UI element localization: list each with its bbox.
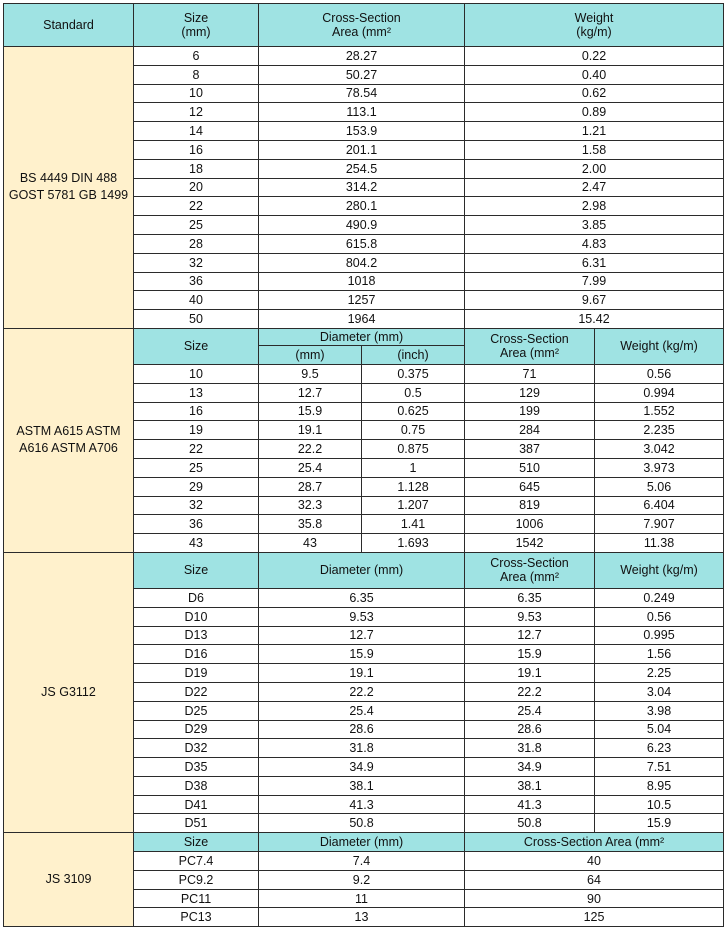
weight-cell: 5.06 <box>595 477 724 496</box>
size-cell: 18 <box>134 159 259 178</box>
size-header: Size <box>134 552 259 588</box>
diameter-mm-cell: 15.9 <box>259 402 362 421</box>
diameter-cell: 38.1 <box>259 776 465 795</box>
weight-cell: 0.40 <box>465 65 724 84</box>
area-cell: 25.4 <box>465 701 595 720</box>
rebar-spec-table <box>3 3 724 927</box>
size-cell: 20 <box>134 178 259 197</box>
area-cell: 12.7 <box>465 626 595 645</box>
weight-cell: 2.235 <box>595 421 724 440</box>
diameter-mm-cell: 22.2 <box>259 440 362 459</box>
area-cell: 284 <box>465 421 595 440</box>
diameter-cell: 7.4 <box>259 852 465 871</box>
weight-cell: 15.9 <box>595 814 724 833</box>
diameter-cell: 28.6 <box>259 720 465 739</box>
size-cell: 32 <box>134 496 259 515</box>
diameter-cell: 15.9 <box>259 645 465 664</box>
area-cell: 1257 <box>259 291 465 310</box>
weight-cell: 11.38 <box>595 534 724 553</box>
diameter-header: Diameter (mm) <box>259 328 465 345</box>
area-cell: 1542 <box>465 534 595 553</box>
weight-cell: 1.56 <box>595 645 724 664</box>
size-cell: 32 <box>134 253 259 272</box>
diameter-inch-cell: 0.375 <box>362 364 465 383</box>
table-row <box>4 552 724 588</box>
area-cell: 804.2 <box>259 253 465 272</box>
size-cell: 14 <box>134 122 259 141</box>
area-cell: 645 <box>465 477 595 496</box>
weight-cell: 0.56 <box>595 607 724 626</box>
area-header <box>465 552 595 588</box>
size-header <box>134 4 259 47</box>
size-cell: PC7.4 <box>134 852 259 871</box>
size-cell: D32 <box>134 739 259 758</box>
area-cell: 125 <box>465 908 724 927</box>
diameter-cell: 41.3 <box>259 795 465 814</box>
diameter-inch-cell: 1.207 <box>362 496 465 515</box>
size-cell: 12 <box>134 103 259 122</box>
size-header: Size <box>134 833 259 852</box>
size-cell: 16 <box>134 140 259 159</box>
diameter-mm-cell: 32.3 <box>259 496 362 515</box>
table-row <box>4 833 724 852</box>
diameter-cell: 31.8 <box>259 739 465 758</box>
weight-cell: 15.42 <box>465 310 724 329</box>
area-header-unit: Area (mm² <box>331 25 392 39</box>
weight-cell: 3.973 <box>595 458 724 477</box>
area-cell: 1018 <box>259 272 465 291</box>
diameter-mm-cell: 25.4 <box>259 458 362 477</box>
size-cell: 29 <box>134 477 259 496</box>
diameter-inch-cell: 0.75 <box>362 421 465 440</box>
size-cell: 6 <box>134 47 259 66</box>
weight-cell: 1.58 <box>465 140 724 159</box>
size-cell: PC9.2 <box>134 870 259 889</box>
area-cell: 819 <box>465 496 595 515</box>
diameter-mm-cell: 43 <box>259 534 362 553</box>
size-cell: 10 <box>134 84 259 103</box>
diameter-cell: 9.53 <box>259 607 465 626</box>
area-cell: 201.1 <box>259 140 465 159</box>
size-header-label: Size <box>183 11 209 25</box>
size-cell: D19 <box>134 664 259 683</box>
diameter-cell: 6.35 <box>259 588 465 607</box>
standard-astm: ASTM A615 ASTM A616 ASTM A706 <box>4 328 134 552</box>
area-cell: 38.1 <box>465 776 595 795</box>
area-cell: 113.1 <box>259 103 465 122</box>
weight-cell: 3.042 <box>595 440 724 459</box>
weight-cell: 0.89 <box>465 103 724 122</box>
area-cell: 1006 <box>465 515 595 534</box>
weight-cell: 9.67 <box>465 291 724 310</box>
size-cell: 16 <box>134 402 259 421</box>
weight-cell: 2.25 <box>595 664 724 683</box>
weight-cell: 3.04 <box>595 682 724 701</box>
table-row <box>4 4 724 47</box>
area-cell: 50.8 <box>465 814 595 833</box>
area-header-label: Cross-Section <box>490 332 569 347</box>
weight-header-label: Weight <box>574 11 614 25</box>
weight-cell: 0.994 <box>595 383 724 402</box>
size-cell: 28 <box>134 234 259 253</box>
area-header: Cross-Section Area (mm² <box>465 833 724 852</box>
weight-cell: 4.83 <box>465 234 724 253</box>
diameter-cell: 22.2 <box>259 682 465 701</box>
diameter-mm-cell: 28.7 <box>259 477 362 496</box>
weight-cell: 2.00 <box>465 159 724 178</box>
standard-jis-3109: JS 3109 <box>4 833 134 927</box>
area-cell: 41.3 <box>465 795 595 814</box>
size-cell: 36 <box>134 515 259 534</box>
diameter-mm-cell: 35.8 <box>259 515 362 534</box>
table-row <box>4 47 724 66</box>
size-cell: 22 <box>134 440 259 459</box>
weight-cell: 0.22 <box>465 47 724 66</box>
diameter-cell: 19.1 <box>259 664 465 683</box>
size-cell: 19 <box>134 421 259 440</box>
area-cell: 31.8 <box>465 739 595 758</box>
area-cell: 22.2 <box>465 682 595 701</box>
diameter-inch-header: (inch) <box>362 345 465 364</box>
area-header-unit: Area (mm² <box>499 570 560 585</box>
size-header-unit: (mm) <box>181 25 211 39</box>
diameter-cell: 13 <box>259 908 465 927</box>
area-cell: 314.2 <box>259 178 465 197</box>
weight-header-unit: (kg/m) <box>576 25 612 39</box>
diameter-header: Diameter (mm) <box>259 552 465 588</box>
standard-jis-g3112: JS G3112 <box>4 552 134 832</box>
diameter-inch-cell: 0.875 <box>362 440 465 459</box>
diameter-cell: 25.4 <box>259 701 465 720</box>
weight-cell: 10.5 <box>595 795 724 814</box>
size-cell: 22 <box>134 197 259 216</box>
area-cell: 90 <box>465 889 724 908</box>
size-cell: D35 <box>134 758 259 777</box>
diameter-cell: 50.8 <box>259 814 465 833</box>
area-header <box>259 4 465 47</box>
weight-cell: 2.47 <box>465 178 724 197</box>
size-cell: D25 <box>134 701 259 720</box>
size-cell: D22 <box>134 682 259 701</box>
weight-cell: 0.56 <box>595 364 724 383</box>
weight-cell: 1.552 <box>595 402 724 421</box>
weight-cell: 0.995 <box>595 626 724 645</box>
size-cell: PC13 <box>134 908 259 927</box>
size-cell: D41 <box>134 795 259 814</box>
size-cell: 13 <box>134 383 259 402</box>
diameter-mm-cell: 19.1 <box>259 421 362 440</box>
area-header <box>465 328 595 364</box>
size-header: Size <box>134 328 259 364</box>
weight-cell: 3.85 <box>465 216 724 235</box>
area-cell: 490.9 <box>259 216 465 235</box>
area-cell: 28.6 <box>465 720 595 739</box>
standard-bs4449: BS 4449 DIN 488 GOST 5781 GB 1499 <box>4 47 134 329</box>
diameter-inch-cell: 1.693 <box>362 534 465 553</box>
area-cell: 1964 <box>259 310 465 329</box>
weight-cell: 8.95 <box>595 776 724 795</box>
area-header-unit: Area (mm² <box>499 346 560 361</box>
size-cell: D38 <box>134 776 259 795</box>
diameter-mm-cell: 12.7 <box>259 383 362 402</box>
size-cell: 25 <box>134 216 259 235</box>
area-cell: 280.1 <box>259 197 465 216</box>
size-cell: 43 <box>134 534 259 553</box>
size-cell: D51 <box>134 814 259 833</box>
size-cell: D16 <box>134 645 259 664</box>
area-cell: 71 <box>465 364 595 383</box>
diameter-inch-cell: 1 <box>362 458 465 477</box>
size-cell: 40 <box>134 291 259 310</box>
size-cell: PC11 <box>134 889 259 908</box>
diameter-cell: 11 <box>259 889 465 908</box>
diameter-cell: 9.2 <box>259 870 465 889</box>
area-cell: 40 <box>465 852 724 871</box>
area-cell: 15.9 <box>465 645 595 664</box>
size-cell: 10 <box>134 364 259 383</box>
area-cell: 64 <box>465 870 724 889</box>
diameter-inch-cell: 0.5 <box>362 383 465 402</box>
area-cell: 387 <box>465 440 595 459</box>
diameter-inch-cell: 1.128 <box>362 477 465 496</box>
weight-cell: 7.99 <box>465 272 724 291</box>
area-cell: 19.1 <box>465 664 595 683</box>
size-cell: D29 <box>134 720 259 739</box>
area-cell: 34.9 <box>465 758 595 777</box>
diameter-header: Diameter (mm) <box>259 833 465 852</box>
diameter-inch-cell: 1.41 <box>362 515 465 534</box>
weight-cell: 3.98 <box>595 701 724 720</box>
diameter-cell: 34.9 <box>259 758 465 777</box>
area-cell: 129 <box>465 383 595 402</box>
weight-cell: 1.21 <box>465 122 724 141</box>
area-cell: 28.27 <box>259 47 465 66</box>
diameter-cell: 12.7 <box>259 626 465 645</box>
diameter-mm-cell: 9.5 <box>259 364 362 383</box>
weight-cell: 0.249 <box>595 588 724 607</box>
area-cell: 6.35 <box>465 588 595 607</box>
weight-header: Weight (kg/m) <box>595 328 724 364</box>
diameter-mm-header: (mm) <box>259 345 362 364</box>
area-cell: 9.53 <box>465 607 595 626</box>
area-cell: 50.27 <box>259 65 465 84</box>
area-cell: 153.9 <box>259 122 465 141</box>
size-cell: 25 <box>134 458 259 477</box>
table-body <box>4 4 724 927</box>
weight-header <box>465 4 724 47</box>
size-cell: 50 <box>134 310 259 329</box>
weight-cell: 6.31 <box>465 253 724 272</box>
weight-cell: 0.62 <box>465 84 724 103</box>
weight-cell: 6.404 <box>595 496 724 515</box>
size-cell: D10 <box>134 607 259 626</box>
weight-cell: 6.23 <box>595 739 724 758</box>
area-header-label: Cross-Section <box>322 11 401 25</box>
size-cell: D13 <box>134 626 259 645</box>
area-cell: 510 <box>465 458 595 477</box>
area-cell: 199 <box>465 402 595 421</box>
area-cell: 254.5 <box>259 159 465 178</box>
size-cell: 8 <box>134 65 259 84</box>
standard-header: Standard <box>4 4 134 47</box>
size-cell: 36 <box>134 272 259 291</box>
area-header-label: Cross-Section <box>490 556 569 571</box>
weight-header: Weight (kg/m) <box>595 552 724 588</box>
weight-cell: 2.98 <box>465 197 724 216</box>
table-row <box>4 328 724 345</box>
weight-cell: 5.04 <box>595 720 724 739</box>
weight-cell: 7.907 <box>595 515 724 534</box>
area-cell: 78.54 <box>259 84 465 103</box>
area-cell: 615.8 <box>259 234 465 253</box>
diameter-inch-cell: 0.625 <box>362 402 465 421</box>
size-cell: D6 <box>134 588 259 607</box>
weight-cell: 7.51 <box>595 758 724 777</box>
